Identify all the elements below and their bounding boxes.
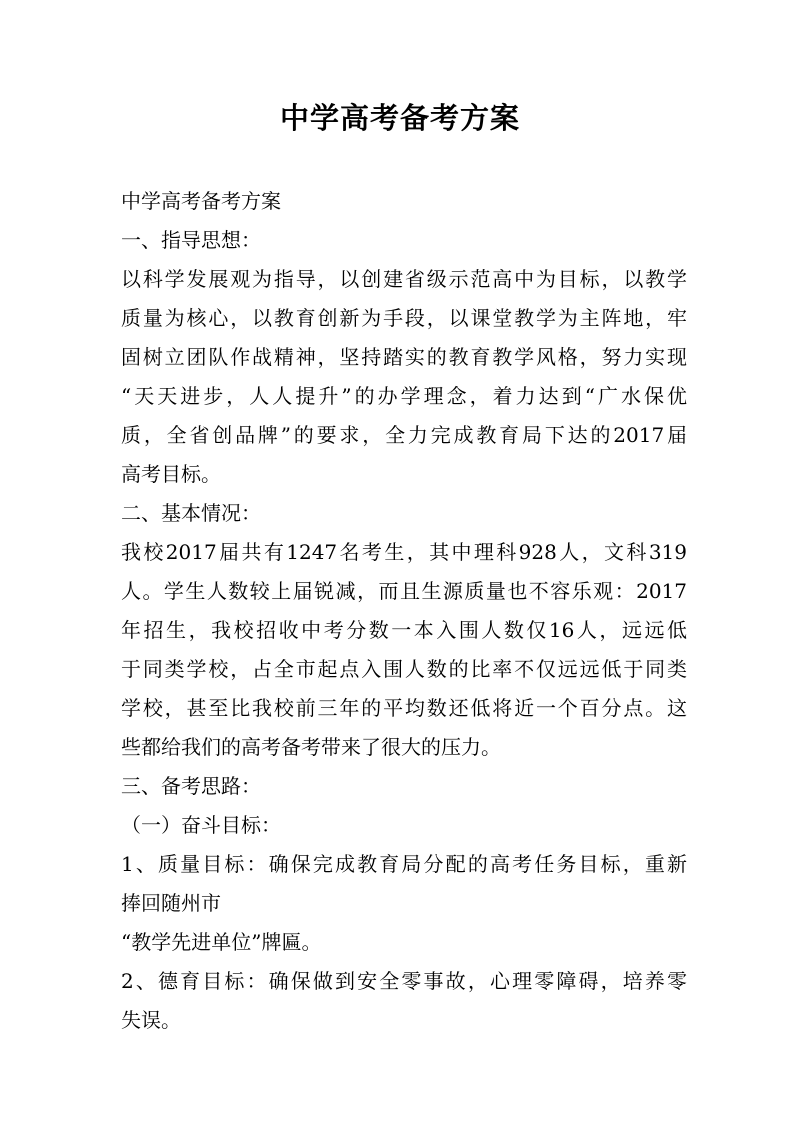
paragraph-line: 以科学发展观为指导，以创建省级示范高中为目标，以教学 (121, 267, 687, 291)
paragraph-line: 固树立团队作战精神，坚持踏实的教育教学风格，努力实现 (121, 345, 687, 369)
paragraph-line: 质量为核心，以教育创新为手段，以课堂教学为主阵地，牢 (121, 306, 687, 330)
paragraph-line: 我校2017届共有1247名考生，其中理科928人，文科319 (121, 540, 687, 564)
paragraph-line: 于同类学校，占全市起点入围人数的比率不仅远远低于同类 (121, 657, 687, 681)
document-title: 中学高考备考方案 (279, 101, 520, 135)
paragraph-line: 2、德育目标：确保做到安全零事故，心理零障碍，培养零 (121, 969, 687, 993)
section-heading-basic-situation: 二、基本情况： (121, 501, 261, 525)
paragraph-line: 年招生，我校招收中考分数一本入围人数仅16人，远远低 (121, 618, 687, 642)
body-heading-line: 中学高考备考方案 (121, 189, 281, 213)
paragraph-line: 人。学生人数较上届锐减，而且生源质量也不容乐观：2017 (121, 579, 687, 603)
paragraph-line: 学校，甚至比我校前三年的平均数还低将近一个百分点。这 (121, 696, 687, 720)
paragraph-line-last: 高考目标。 (121, 462, 221, 486)
paragraph-line-last: 捧回随州市 (121, 891, 221, 915)
subsection-heading-goals: （一）奋斗目标： (121, 813, 281, 837)
document-body (121, 182, 687, 1040)
paragraph-line: “天天进步，人人提升”的办学理念，着力达到“广水保优 (121, 384, 687, 408)
section-heading-exam-approach: 三、备考思路： (121, 774, 261, 798)
paragraph-line: “教学先进单位”牌匾。 (121, 930, 322, 954)
paragraph-line-last: 些都给我们的高考备考带来了很大的压力。 (121, 735, 501, 759)
paragraph-line-last: 失误。 (121, 1008, 181, 1032)
section-heading-guiding-ideology: 一、指导思想： (121, 228, 261, 252)
paragraph-line: 1、质量目标：确保完成教育局分配的高考任务目标，重新 (121, 852, 687, 876)
paragraph-line: 质，全省创品牌”的要求，全力完成教育局下达的2017届 (121, 423, 687, 447)
